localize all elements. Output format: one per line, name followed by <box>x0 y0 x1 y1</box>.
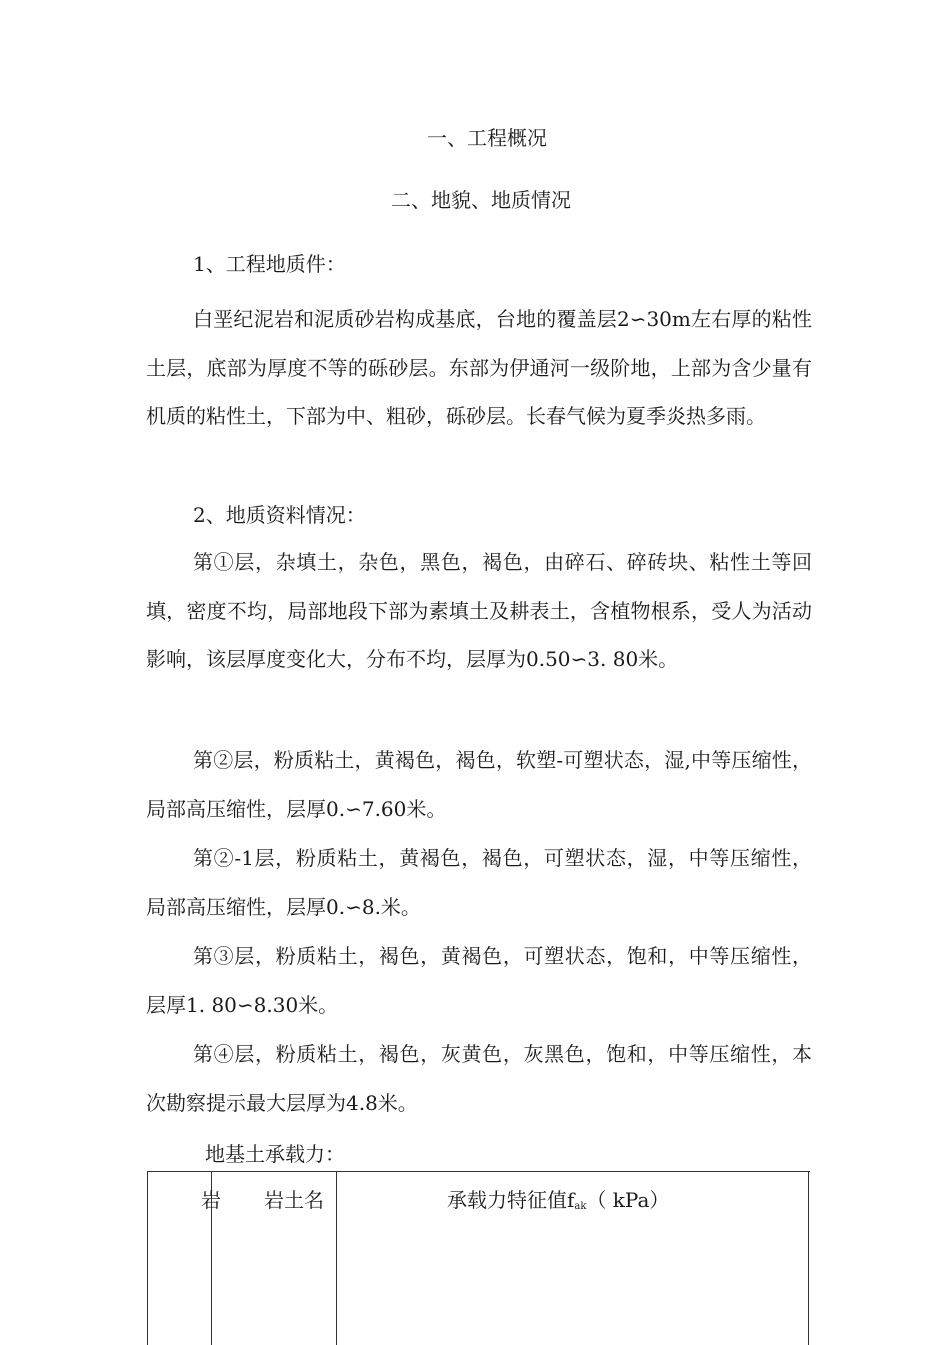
bearing-capacity-table <box>147 1171 810 1345</box>
table-divider-2 <box>336 1172 337 1345</box>
heading-geology: 二、地貌、地质情况 <box>391 188 571 212</box>
bearing-value-subscript: ak <box>574 1201 587 1212</box>
paragraph-layer-1: 第①层，杂填土，杂色，黑色，褐色，由碎石、碎砖块、粘性土等回填，密度不均，局部地段下部为素填土及耕表土，含植物根系，受人为活动影响，该层厚度变化大，分布不均，层厚为0.50∽3. 80米。 <box>146 550 812 671</box>
bearing-capacity-label: 地基土承载力： <box>205 1142 345 1166</box>
paragraph-geology-description: 白垩纪泥岩和泥质砂岩构成基底，台地的覆盖层2∽30m左右厚的粘性土层，底部为厚度不等的砾砂层。东部为伊通河一级阶地，上部为含少量有机质的粘性土，下部为中、粗砂，砾砂层。长春气候为夏季炎热多雨。 <box>146 307 812 428</box>
paragraph-layer-4: 第④层，粉质粘土，褐色，灰黄色，灰黑色，饱和，中等压缩性，本次勘察提示最大层厚为4.8米。 <box>146 1042 812 1115</box>
table-border-right <box>808 1172 809 1345</box>
heading-project-overview: 一、工程概况 <box>427 126 547 150</box>
bearing-value-unit: （ kPa） <box>586 1188 670 1212</box>
subheading-geology-data: 2、地质资料情况： <box>193 503 366 527</box>
table-header-bearing-value <box>447 1186 669 1221</box>
table-border-left <box>147 1172 148 1345</box>
paragraph-layer-3: 第③层，粉质粘土，褐色，黄褐色，可塑状态，饱和，中等压缩性，层厚1. 80∽8.30米。 <box>146 944 812 1017</box>
paragraph-layer-2-1: 第②-1层，粉质粘土，黄褐色，褐色，可塑状态，湿，中等压缩性，局部高压缩性，层厚0.∽8.米。 <box>146 846 812 919</box>
subheading-engineering-geology: 1、工程地质件： <box>193 252 346 276</box>
table-header-soil-name: 岩土名 <box>264 1188 324 1212</box>
table-header-rock: 岩 <box>201 1188 221 1212</box>
paragraph-layer-2: 第②层，粉质粘土，黄褐色，褐色，软塑-可塑状态，湿,中等压缩性，局部高压缩性，层厚0.∽7.60米。 <box>146 748 812 821</box>
bearing-value-main: 承载力特征值f <box>447 1188 575 1212</box>
